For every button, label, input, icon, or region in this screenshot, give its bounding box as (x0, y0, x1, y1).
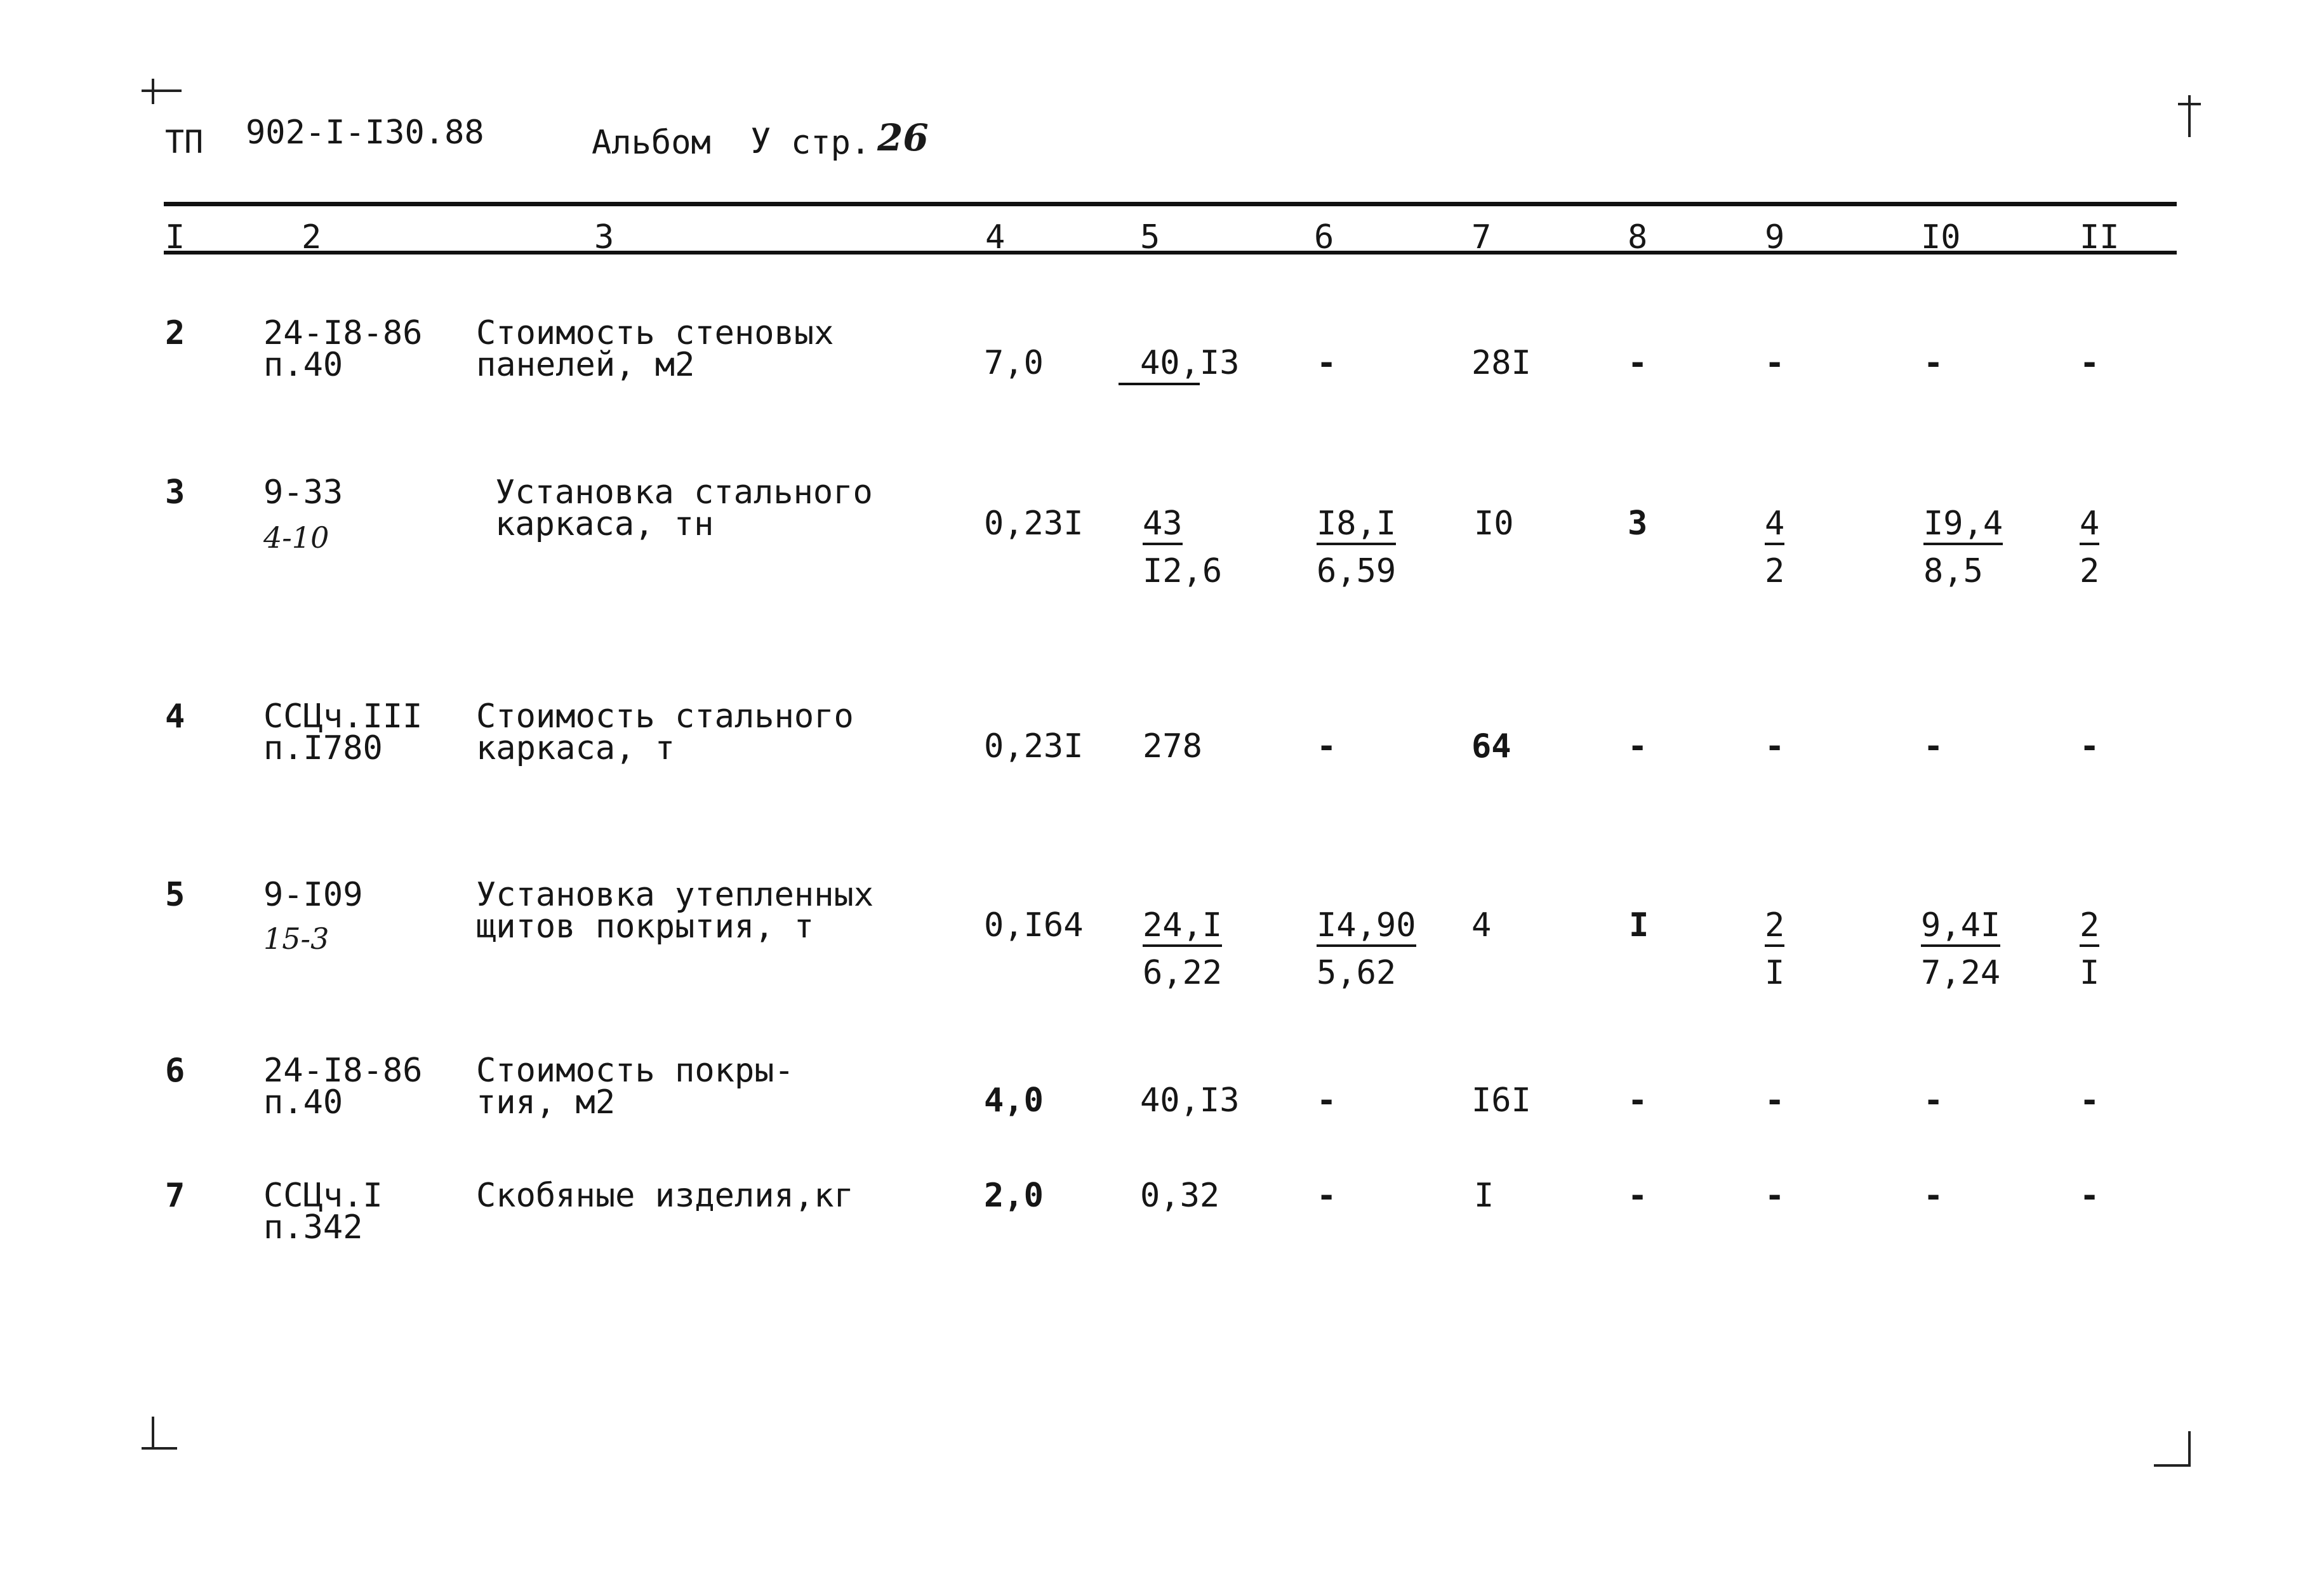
col8-value: - (1628, 344, 1648, 382)
col11-value: - (2080, 1081, 2100, 1120)
col9-value: - (1765, 344, 1785, 382)
column-header: 7 (1471, 218, 1492, 256)
page-label: стр. (791, 124, 871, 162)
col9-numerator: 2 (1765, 909, 1784, 947)
item-description-unit: щитов покрытия, т (476, 908, 814, 946)
item-description: Стоимость покры- (476, 1052, 794, 1090)
column-header: 6 (1314, 218, 1334, 256)
doc-code-prefix: ТП (165, 124, 204, 161)
row-number: 6 (165, 1052, 185, 1090)
crop-mark-top-left (142, 89, 182, 92)
col9-denominator: I (1765, 954, 1785, 992)
col8-value: - (1628, 1177, 1648, 1215)
col8-value: - (1628, 1081, 1648, 1120)
unit-cost-numerator: 43 (1143, 507, 1183, 545)
item-description-unit: панелей, м2 (476, 346, 695, 384)
col11-denominator: I (2080, 954, 2100, 992)
col10-value: - (1923, 344, 1944, 382)
col6-numerator: I4,90 (1317, 909, 1416, 947)
item-description: Установка утепленных (476, 876, 874, 914)
crop-mark-bottom-left-bar (142, 1447, 177, 1450)
column-header: 4 (985, 218, 1006, 256)
col9-numerator: 4 (1765, 507, 1784, 545)
crop-mark-top-right (2188, 95, 2191, 137)
item-description-unit: каркаса, тн (495, 505, 714, 543)
album-label: Альбом (592, 124, 711, 162)
doc-code: 902-I-I30.88 (246, 114, 484, 152)
col8-value: I (1629, 906, 1649, 944)
item-description-unit: каркаса, т (476, 729, 675, 767)
unit-cost-numerator: 24,I (1143, 909, 1222, 947)
norm-code-clause: п.342 (263, 1208, 363, 1247)
norm-code: 9-I09 (263, 876, 363, 914)
column-header: 9 (1765, 218, 1785, 256)
norm-code-handwritten: 4-10 (263, 520, 329, 555)
col10-value: - (1923, 1177, 1944, 1215)
norm-code: 9-33 (263, 473, 343, 512)
col11-numerator: 2 (2080, 909, 2099, 947)
norm-code-clause: п.40 (263, 1083, 343, 1121)
col10-denominator: 7,24 (1921, 954, 2001, 992)
column-header: 2 (302, 218, 322, 256)
item-description: Установка стального (495, 473, 873, 512)
unit-cost-underline (1119, 383, 1200, 385)
row-number: 5 (165, 876, 185, 914)
col10-value: - (1923, 727, 1944, 765)
col9-value: - (1765, 1081, 1785, 1120)
item-description-unit: тия, м2 (476, 1083, 616, 1121)
col6-value: - (1317, 1177, 1337, 1215)
item-description: Скобяные изделия,кг (476, 1177, 854, 1215)
col6-value: - (1317, 344, 1337, 382)
unit-cost-denominator: I2,6 (1143, 552, 1223, 590)
quantity: 0,I64 (984, 906, 1084, 944)
col6-numerator: I8,I (1317, 507, 1396, 545)
col10-numerator: I9,4 (1923, 507, 2003, 545)
column-header: I (165, 218, 185, 256)
col6-denominator: 5,62 (1317, 954, 1397, 992)
unit-cost: 0,32 (1140, 1177, 1220, 1215)
row-number: 4 (165, 698, 185, 736)
col10-numerator: 9,4I (1921, 909, 2000, 947)
col9-value: - (1765, 1177, 1785, 1215)
col11-denominator: 2 (2080, 552, 2100, 590)
row-number: 2 (165, 314, 185, 352)
total-cost: 28I (1471, 344, 1531, 382)
quantity: 2,0 (984, 1177, 1044, 1215)
col11-value: - (2080, 1177, 2100, 1215)
crop-mark-bottom-right (2188, 1431, 2191, 1465)
quantity: 0,23I (984, 727, 1084, 765)
col8-value: 3 (1628, 505, 1648, 543)
column-header: 8 (1628, 218, 1648, 256)
column-header: 3 (594, 218, 614, 256)
col6-value: - (1317, 727, 1337, 765)
crop-mark-bottom-left (152, 1417, 154, 1448)
table-top-rule (164, 202, 2177, 206)
crop-mark-bottom-right-bar (2154, 1464, 2191, 1467)
norm-code: 24-I8-86 (263, 314, 423, 352)
item-description: Стоимость стеновых (476, 314, 834, 352)
col11-value: - (2080, 344, 2100, 382)
total-cost: I (1474, 1177, 1494, 1215)
crop-mark-top-right-bar (2178, 103, 2201, 105)
row-number: 3 (165, 473, 185, 512)
col6-value: - (1317, 1081, 1337, 1120)
norm-code-handwritten: 15-3 (263, 922, 329, 956)
norm-code-clause: п.I780 (263, 729, 383, 767)
col11-value: - (2080, 727, 2100, 765)
col8-value: - (1628, 727, 1648, 765)
total-cost: I0 (1474, 505, 1514, 543)
norm-code-clause: п.40 (263, 346, 343, 384)
col9-denominator: 2 (1765, 552, 1785, 590)
col6-denominator: 6,59 (1317, 552, 1397, 590)
norm-code: ССЦч.III (263, 698, 423, 736)
total-cost: 4 (1471, 906, 1492, 944)
item-description: Стоимость стального (476, 698, 854, 736)
quantity: 4,0 (984, 1081, 1044, 1120)
unit-cost: 278 (1143, 727, 1202, 765)
col11-numerator: 4 (2080, 507, 2099, 545)
table-header-bottom-rule (164, 251, 2177, 255)
quantity: 7,0 (984, 344, 1044, 382)
album-number: У (750, 121, 771, 161)
row-number: 7 (165, 1177, 185, 1215)
column-header: I0 (1921, 218, 1961, 256)
total-cost: 64 (1471, 727, 1511, 765)
column-header: II (2080, 218, 2120, 256)
crop-mark-top-left-stem (152, 79, 154, 104)
unit-cost-denominator: 6,22 (1143, 954, 1223, 992)
col10-denominator: 8,5 (1923, 552, 1983, 590)
norm-code: 24-I8-86 (263, 1052, 423, 1090)
unit-cost: 40,I3 (1140, 1081, 1240, 1120)
quantity: 0,23I (984, 505, 1084, 543)
column-header: 5 (1140, 218, 1160, 256)
col9-value: - (1765, 727, 1785, 765)
unit-cost: 40,I3 (1140, 344, 1240, 382)
col10-value: - (1923, 1081, 1944, 1120)
page-number-handwritten: 26 (877, 116, 929, 159)
norm-code: ССЦч.I (263, 1177, 383, 1215)
total-cost: I6I (1471, 1081, 1531, 1120)
